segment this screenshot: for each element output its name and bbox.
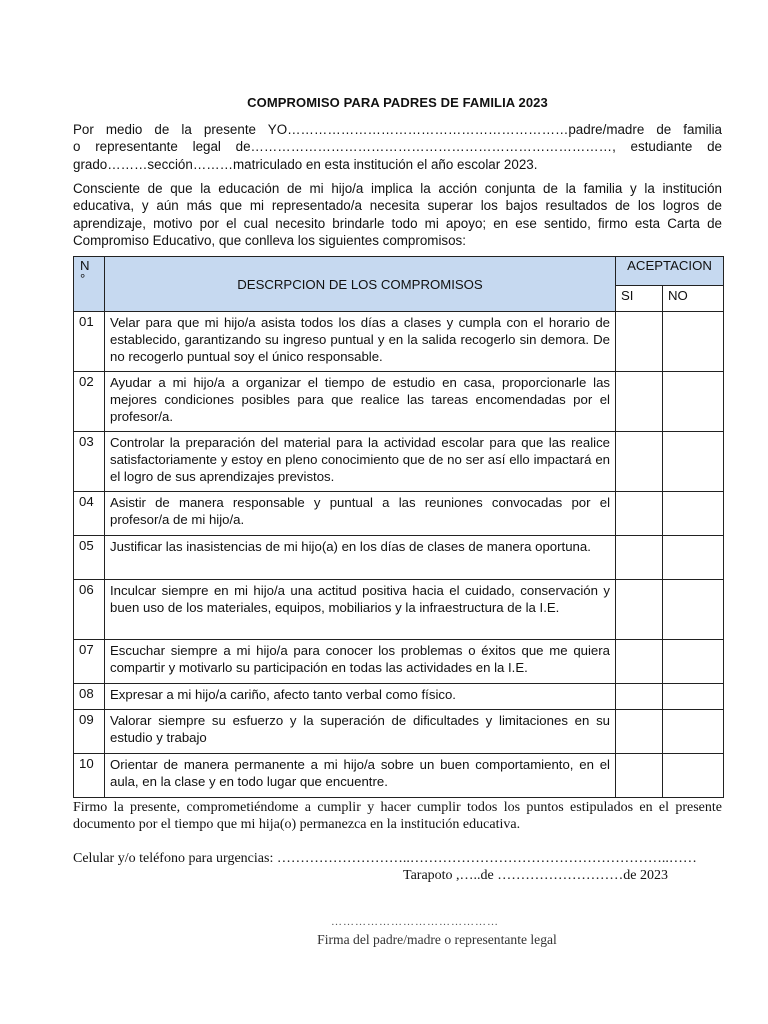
- row-description: Justificar las inasistencias de mi hijo(a) en los días de clases de manera oportuna.: [105, 536, 616, 580]
- accept-si-cell[interactable]: [616, 684, 663, 710]
- accept-no-cell[interactable]: [663, 710, 724, 754]
- consciente-line: Consciente de que la educación de mi hijo/a implica la acción conjunta de la familia y la institución: [73, 181, 722, 196]
- row-description: Controlar la preparación del material para la actividad escolar para que las realice satisfactoriamente y estoy en pleno conocimiento que de no ser así ello impactará en el logro de sus aprendizajes previstos.: [105, 432, 616, 492]
- consciente-line: Compromiso Educativo, que conlleva los siguientes compromisos:: [73, 232, 466, 248]
- header-si: SI: [616, 286, 663, 312]
- intro-paragraph: [73, 121, 722, 173]
- row-number: 02: [74, 372, 105, 432]
- accept-no-cell[interactable]: [663, 312, 724, 372]
- row-number: 07: [74, 640, 105, 684]
- intro-line: Por medio de la presente YO………………………………………………………padre/madre de familia: [73, 122, 722, 137]
- row-description: Expresar a mi hijo/a cariño, afecto tanto verbal como físico.: [105, 684, 616, 710]
- accept-no-cell[interactable]: [663, 754, 724, 798]
- row-description: Inculcar siempre en mi hijo/a una actitud positiva hacia el cuidado, conservación y buen uso de los materiales, equipos, mobiliarios y la infraestructura de la I.E.: [105, 580, 616, 640]
- row-number: 04: [74, 492, 105, 536]
- header-number-deg: °: [80, 271, 86, 286]
- accept-no-cell[interactable]: [663, 684, 724, 710]
- header-acceptance: ACEPTACION: [616, 257, 724, 286]
- intro-line: grado………sección………matriculado en esta institución el año escolar 2023.: [73, 156, 538, 172]
- phone-line[interactable]: Celular y/o teléfono para urgencias: ………………………..………………………………………………..……: [73, 851, 697, 866]
- table-row: [74, 640, 724, 684]
- consciente-line: aprendizaje, motivo por el cual necesito brindarle todo mi apoyo; en ese sentido, firmo esta Carta de: [73, 215, 722, 231]
- place-date-line[interactable]: Tarapoto ,…..de ………………………de 2023: [403, 868, 668, 883]
- accept-si-cell[interactable]: [616, 492, 663, 536]
- table-row: [74, 754, 724, 798]
- row-description: Asistir de manera responsable y puntual a las reuniones convocadas por el profesor/a de mi hijo/a.: [105, 492, 616, 536]
- accept-si-cell[interactable]: [616, 372, 663, 432]
- accept-si-cell[interactable]: [616, 754, 663, 798]
- table-row: [74, 580, 724, 640]
- accept-no-cell[interactable]: [663, 492, 724, 536]
- accept-no-cell[interactable]: [663, 640, 724, 684]
- row-description: Valorar siempre su esfuerzo y la superación de dificultades y limitaciones en su estudio y trabajo: [105, 710, 616, 754]
- header-description: DESCRPCION DE LOS COMPROMISOS: [105, 257, 616, 312]
- row-number: 05: [74, 536, 105, 580]
- document-title: COMPROMISO PARA PADRES DE FAMILIA 2023: [247, 95, 548, 110]
- commitments-table: [73, 256, 724, 798]
- table-row: [74, 432, 724, 492]
- row-number: 09: [74, 710, 105, 754]
- row-description: Escuchar siempre a mi hijo/a para conocer los problemas o éxitos que me quiera compartir y motivarlo su participación en todas las actividades en la I.E.: [105, 640, 616, 684]
- table-row: [74, 710, 724, 754]
- accept-si-cell[interactable]: [616, 536, 663, 580]
- header-number-n: N: [80, 258, 90, 273]
- table-row: [74, 684, 724, 710]
- row-number: 01: [74, 312, 105, 372]
- firmo-paragraph: Firmo la presente, comprometiéndome a cumplir y hacer cumplir todos los puntos estipulados en el presente documento por el tiempo que mi hija(o) permanezca en la institución educativa.: [73, 800, 722, 833]
- row-description: Velar para que mi hijo/a asista todos los días a clases y cumpla con el horario de establecido, garantizando su ingreso puntual y en la salida recogerlo sin demora. De no recogerlo puntual soy el único responsable.: [105, 312, 616, 372]
- accept-si-cell[interactable]: [616, 432, 663, 492]
- row-description: Ayudar a mi hijo/a a organizar el tiempo de estudio en casa, proporcionarle las mejores condiciones posibles para que realice las tareas encomendadas por el profesor/a.: [105, 372, 616, 432]
- row-description: Orientar de manera permanente a mi hijo/a sobre un buen comportamiento, en el aula, en la clase y en todo lugar que encuentre.: [105, 754, 616, 798]
- table-row: [74, 536, 724, 580]
- consciente-paragraph: [73, 180, 722, 249]
- accept-no-cell[interactable]: [663, 372, 724, 432]
- accept-no-cell[interactable]: [663, 536, 724, 580]
- row-number: 03: [74, 432, 105, 492]
- header-no: NO: [663, 286, 724, 312]
- table-row: [74, 372, 724, 432]
- table-row: [74, 492, 724, 536]
- row-number: 06: [74, 580, 105, 640]
- intro-line: o representante legal de………………………………………………………………………, estudiante de: [73, 139, 722, 155]
- accept-no-cell[interactable]: [663, 432, 724, 492]
- table-row: [74, 312, 724, 372]
- consciente-line: educativa, y aún más que mi representado/a necesita superar los bajos resultados de los logros de: [73, 198, 722, 214]
- accept-si-cell[interactable]: [616, 312, 663, 372]
- accept-si-cell[interactable]: [616, 580, 663, 640]
- signature-line[interactable]: ……………………………………: [331, 916, 499, 928]
- header-number: [74, 257, 105, 312]
- signature-label: Firma del padre/madre o representante legal: [317, 932, 557, 947]
- row-number: 08: [74, 684, 105, 710]
- accept-si-cell[interactable]: [616, 640, 663, 684]
- row-number: 10: [74, 754, 105, 798]
- accept-no-cell[interactable]: [663, 580, 724, 640]
- accept-si-cell[interactable]: [616, 710, 663, 754]
